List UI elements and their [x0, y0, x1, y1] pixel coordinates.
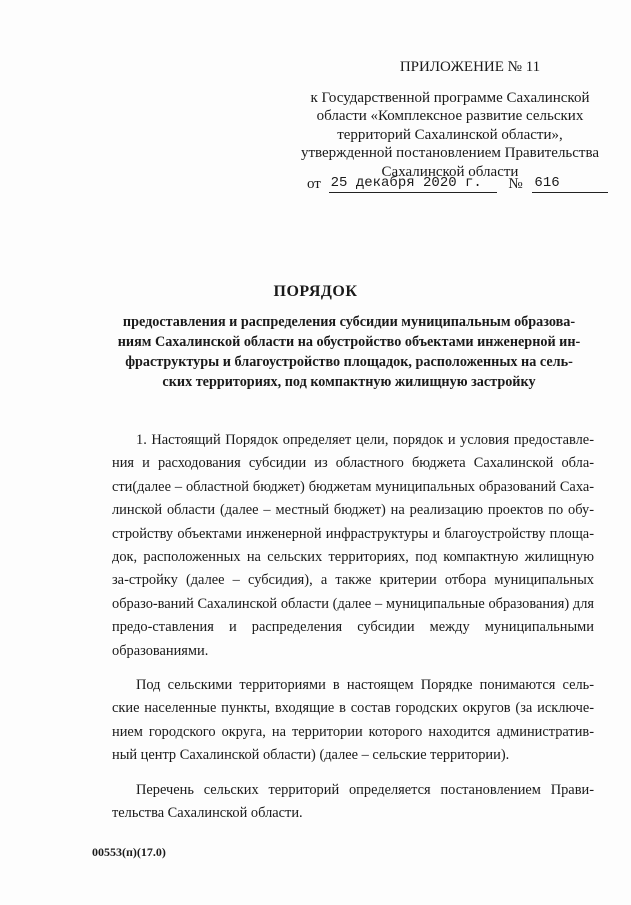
- appendix-line: утвержденной постановлением Правительства: [300, 145, 600, 161]
- appendix-line: к Государственной программе Сахалинской: [310, 89, 590, 106]
- subtitle-line: предоставления и распределения субсидии муниципальным образова-: [122, 314, 576, 330]
- subtitle-line: ниям Сахалинской области на обустройство объектами инженерной ин-: [117, 334, 581, 350]
- appendix-title: ПРИЛОЖЕНИЕ № 11: [399, 59, 541, 75]
- date-label: от: [307, 176, 321, 192]
- number-label: №: [508, 176, 523, 192]
- document-heading: ПОРЯДОК: [273, 283, 358, 300]
- paragraph: Перечень сельских территорий определяется постановлением Прави-тельства Сахалинской области.: [112, 781, 594, 822]
- subtitle-line: ских территориях, под компактную жилищную застройку: [162, 374, 536, 390]
- approval-number: 616: [532, 174, 608, 193]
- paragraph: 1. Настоящий Порядок определяет цели, порядок и условия предоставле-ния и расходования субсидии из областного бюджета Сахалинской обла-сти(далее – областной бюджет) бюджетам муниципальных образований Саха-линской области (далее – местный бюджет) на реализацию проектов по обу-стройству объектами инженерной инфраструктуры и благоустройству площа-док, расположенных на сельских территориях, под компактную жилищную за-стройку (далее – субсидия), а также критерии отбора муниципальных образо-ваний Сахалинской области (далее – муниципальные образования) для предо-ставления и распределения субсидии между муниципальными образованиями.: [112, 432, 594, 659]
- appendix-line: Сахалинской области: [381, 163, 519, 180]
- document-code: 00553(п)(17.0): [92, 845, 166, 859]
- document-body: [112, 429, 594, 837]
- appendix-line: территорий Сахалинской области»,: [337, 126, 563, 143]
- approval-date: 25 декабря 2020 г.: [329, 174, 497, 193]
- appendix-line: области «Комплексное развитие сельских: [316, 108, 584, 124]
- appendix-block: [300, 58, 600, 181]
- paragraph: Под сельскими территориями в настоящем Порядке понимаются сель-ские населенные пункты, входящие в состав городских округов (за исключе-нием городского округа, на территории которого находится административ-ный центр Сахалинской области) (далее – сельские территории).: [112, 677, 594, 764]
- document-subtitle: [104, 312, 594, 392]
- approval-date-row: [307, 174, 607, 193]
- subtitle-line: фраструктуры и благоустройство площадок, расположенных на сель-: [125, 354, 573, 370]
